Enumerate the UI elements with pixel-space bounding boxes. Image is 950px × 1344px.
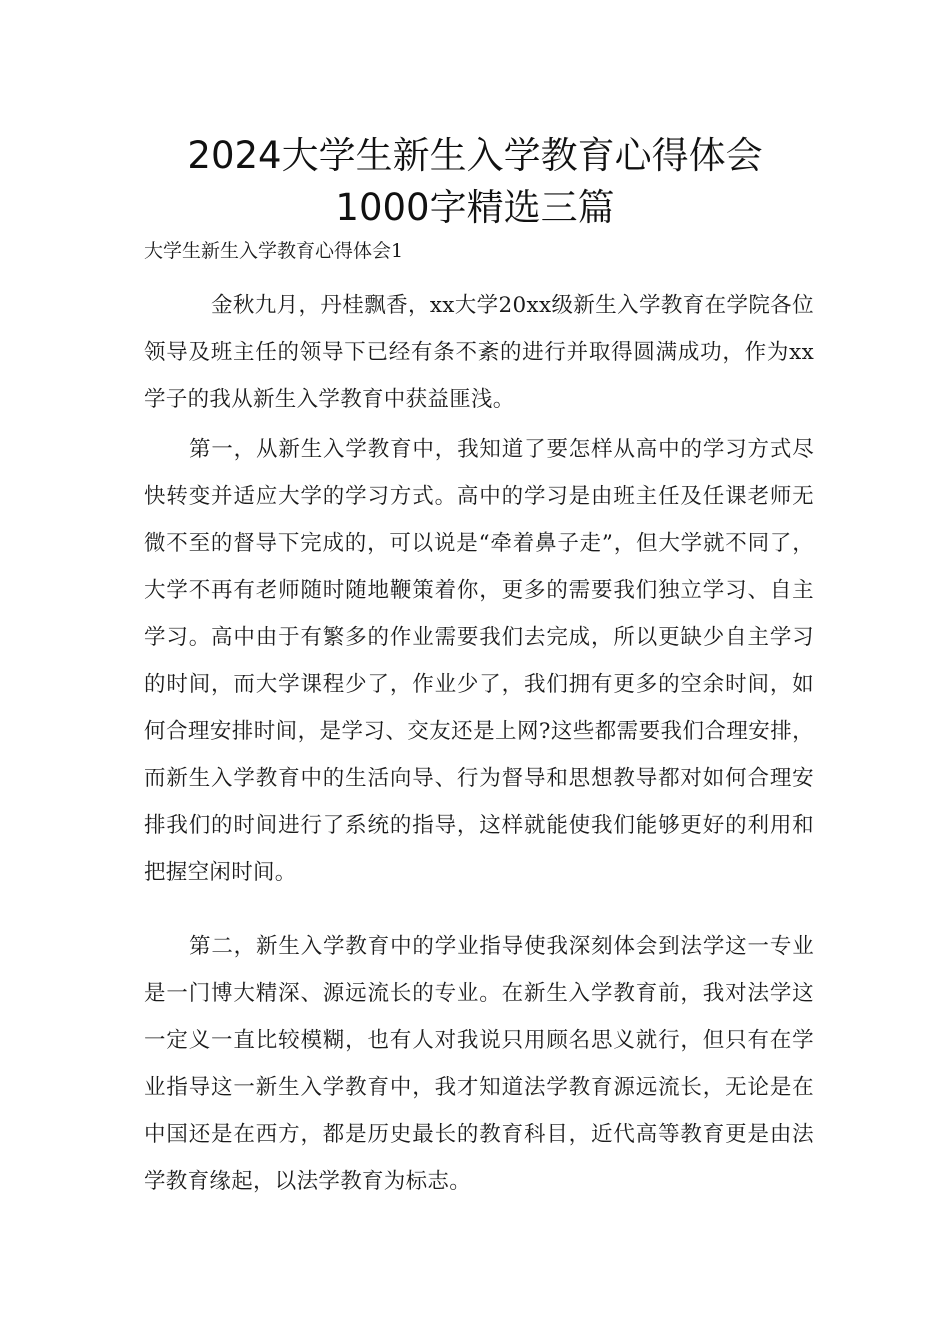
section-heading: 大学生新生入学教育心得体会1	[144, 240, 404, 262]
paragraph-3: 第二，新生入学教育中的学业指导使我深刻体会到法学这一专业是一门博大精深、源远流长的专业。在新生入学教育前，我对法学这一定义一直比较模糊，也有人对我说只用顾名思义就行，但只有在学业指导这一新生入学教育中，我才知道法学教育源远流长，无论是在中国还是在西方，都是历史最长的教育科目，近代高等教育更是由法学教育缘起，以法学教育为标志。	[144, 934, 814, 1194]
paragraph-1: 金秋九月，丹桂飘香，xx大学20xx级新生入学教育在学院各位领导及班主任的领导下已经有条不紊的进行并取得圆满成功，作为xx学子的我从新生入学教育中获益匪浅。	[144, 293, 814, 412]
paragraph-2: 第一，从新生入学教育中，我知道了要怎样从高中的学习方式尽快转变并适应大学的学习方式。高中的学习是由班主任及任课老师无微不至的督导下完成的，可以说是“牵着鼻子走”，但大学就不同了，大学不再有老师随时随地鞭策着你，更多的需要我们独立学习、自主学习。高中由于有繁多的作业需要我们去完成，所以更缺少自主学习的时间，而大学课程少了，作业少了，我们拥有更多的空余时间，如何合理安排时间，是学习、交友还是上网?这些都需要我们合理安排，而新生入学教育中的生活向导、行为督导和思想教导都对如何合理安排我们的时间进行了系统的指导，这样就能使我们能够更好的利用和把握空闲时间。	[144, 437, 814, 885]
document-title-line-1: 2024大学生新生入学教育心得体会	[187, 134, 763, 177]
document-title-line-2: 1000字精选三篇	[335, 186, 615, 229]
